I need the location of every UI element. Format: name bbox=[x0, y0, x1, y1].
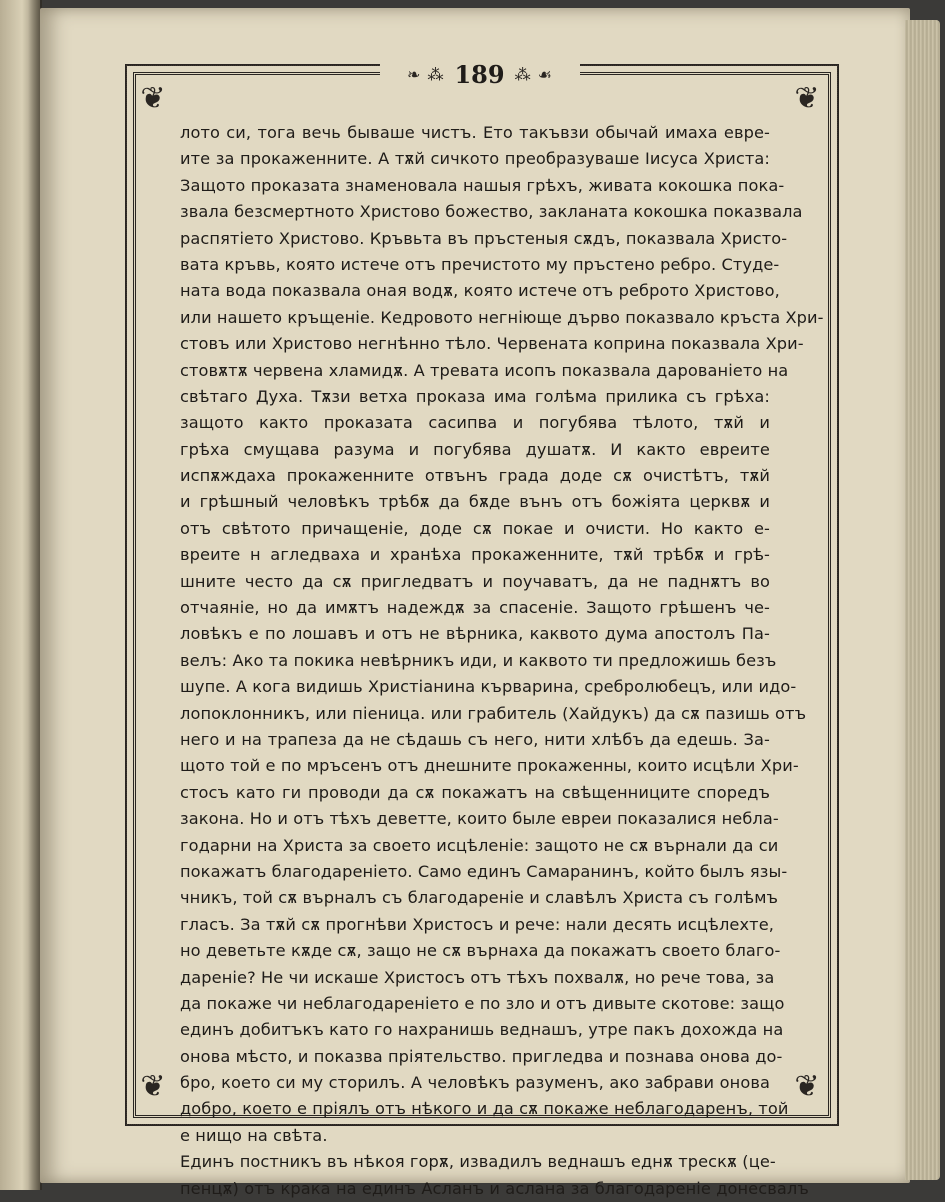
text-line: гласъ. За тѫй сѫ прогнѣви Христосъ и рече: нали десять исцѣлехте, bbox=[180, 914, 774, 934]
text-line: годарни на Христа за своето исцѣленіе: защото не сѫ върнали да си bbox=[180, 835, 779, 855]
text-line: Защото проказата знаменовала нашыя грѣхъ, живата кокошка пока- bbox=[180, 175, 785, 195]
text-line: да покаже чи неблагодареніето е по зло и отъ дивыте скотове: защо bbox=[180, 993, 785, 1013]
text-line: грѣха смущава разума и погубява душатѫ. И както евреите bbox=[180, 439, 770, 459]
text-line: свѣтаго Духа. Тѫзи ветха проказа има голѣма прилика съ грѣха: bbox=[180, 386, 770, 406]
body-text bbox=[180, 120, 824, 1202]
text-line: отъ свѣтото причащеніе, доде сѫ покае и очисти. Но както е- bbox=[180, 518, 770, 538]
corner-ornament-icon: ❦ bbox=[794, 81, 820, 116]
page-header bbox=[380, 58, 580, 90]
text-line: стовъ или Христово негнѣнно тѣло. Червената коприна показвала Хри- bbox=[180, 334, 804, 354]
text-line: или нашето кръщеніе. Кедровото негніюще дърво показвало кръста Хри- bbox=[180, 307, 824, 327]
text-line: него и на трапеза да не сѣдашь съ него, нити хлѣбъ да едешь. За- bbox=[180, 729, 770, 749]
text-line: бро, което си му сторилъ. А человѣкъ разуменъ, ако забрави онова bbox=[180, 1073, 770, 1093]
corner-ornament-icon: ❦ bbox=[140, 81, 166, 116]
text-line: ловѣкъ е по лошавъ и отъ не вѣрника, каквото дума апостолъ Па- bbox=[180, 624, 770, 644]
text-line: вреите н агледваха и хранѣха прокаженните, тѫй трѣбѫ и грѣ- bbox=[180, 545, 770, 565]
text-line: лопоклонникъ, или піеница. или грабитель (Хайдукъ) да сѫ пазишь отъ bbox=[180, 703, 807, 723]
corner-ornament-icon: ❦ bbox=[794, 1069, 820, 1104]
text-line: Единъ постникъ въ нѣкоя горѫ, извадилъ веднашъ еднѫ трескѫ (це- bbox=[180, 1152, 776, 1172]
text-line: отчаяніе, но да имѫтъ надеждѫ за спасеніе. Защото грѣшенъ че- bbox=[180, 598, 770, 618]
text-line: испѫждаха прокаженните отвънъ града доде сѫ очистѣтъ, тѫй bbox=[180, 466, 770, 486]
text-line: добро, което е пріялъ отъ нѣкого и да сѫ покаже неблагодаренъ, той bbox=[180, 1099, 789, 1119]
text-line: е нищо на свѣта. bbox=[180, 1125, 328, 1145]
corner-ornament-icon: ❦ bbox=[140, 1069, 166, 1104]
text-line: чникъ, той сѫ върналъ съ благодареніе и славѣлъ Христа съ голѣмъ bbox=[180, 888, 779, 908]
text-line: дареніе? Не чи искаше Христосъ отъ тѣхъ похвалѫ, но рече това, за bbox=[180, 967, 775, 987]
header-ornament-right-icon: ⁂ ☙ bbox=[514, 64, 554, 84]
text-line: онова мѣсто, и показва пріятельство. пригледва и познава онова до- bbox=[180, 1046, 783, 1066]
text-line: покажатъ благодареніето. Само единъ Самаранинъ, който былъ язы- bbox=[180, 861, 788, 881]
text-line: щото той е по мръсенъ отъ днешните прокаженны, които исцѣли Хри- bbox=[180, 756, 799, 776]
text-line: но деветьте кѫде сѫ, защо не сѫ върнаха да покажатъ своето благо- bbox=[180, 941, 781, 961]
text-line: ната вода показвала оная водѫ, която истече отъ реброто Христово, bbox=[180, 281, 780, 301]
text-line: вата кръвь, която истече отъ пречистото му пръстено ребро. Студе- bbox=[180, 254, 780, 274]
page-number: 189 bbox=[454, 59, 505, 89]
header-ornament-left-icon: ❧ ⁂ bbox=[406, 64, 445, 84]
text-line: распятіето Христово. Кръвьта въ пръстеныя сѫдъ, показвала Христо- bbox=[180, 228, 788, 248]
text-line: и грѣшный человѣкъ трѣбѫ да бѫде вънъ отъ божіята церквѫ и bbox=[180, 492, 770, 512]
text-line: стовѫтѫ червена хламидѫ. А тревата исопъ показвала дарованіето на bbox=[180, 360, 789, 380]
text-line: защото както проказата сасипва и погубява тѣлото, тѫй и bbox=[180, 413, 770, 433]
text-line: ите за прокаженните. А тѫй сичкото преобразуваше Іисуса Христа: bbox=[180, 149, 770, 169]
text-line: пенцѫ) отъ крака на единъ Асланъ и аслана за благодареніе донесвалъ bbox=[180, 1178, 809, 1198]
text-line: звала безсмертното Христово божество, закланата кокошка показвала bbox=[180, 202, 803, 222]
page-stack-edge bbox=[905, 20, 940, 1180]
text-line: шните често да сѫ пригледватъ и поучаватъ, да не паднѫтъ во bbox=[180, 571, 770, 591]
text-line: стосъ като ги проводи да сѫ покажатъ на свѣщенниците споредъ bbox=[180, 782, 770, 802]
text-line: единъ добитъкъ като го нахранишь веднашъ, утре пакъ дохожда на bbox=[180, 1020, 784, 1040]
text-line: велъ: Ако та покика невѣрникъ иди, и каквото ти предложишь безъ bbox=[180, 650, 777, 670]
text-line: шупе. А кога видишь Христіанина кърварина, сребролюбецъ, или идо- bbox=[180, 677, 797, 697]
text-line: закона. Но и отъ тѣхъ деветте, които быле евреи показалися неблa- bbox=[180, 809, 779, 829]
text-line: лото си, тога вечь бываше чистъ. Ето такъвзи обычай имаха евре- bbox=[180, 123, 770, 142]
